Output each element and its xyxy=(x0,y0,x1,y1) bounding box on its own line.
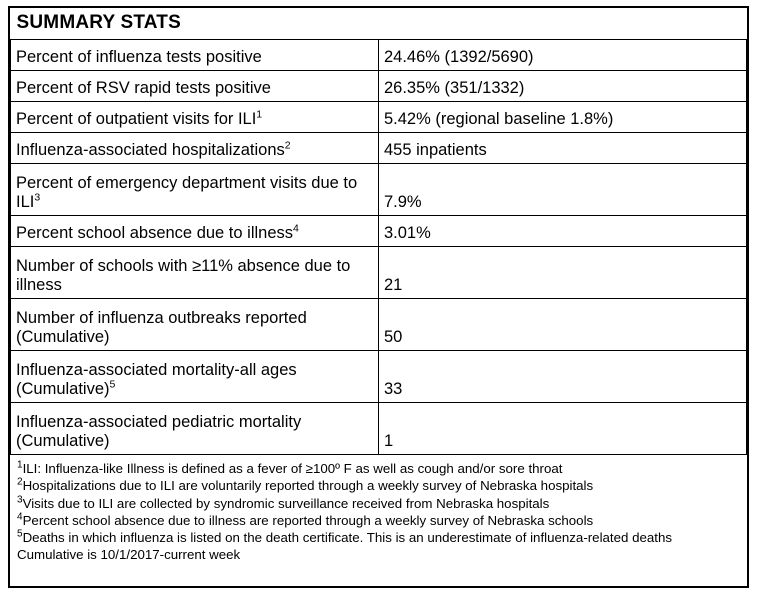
row-value: 24.46% (1392/5690) xyxy=(379,40,747,71)
row-value: 455 inpatients xyxy=(379,133,747,164)
footnote-text: Percent school absence due to illness are reported through a weekly survey of Nebraska schools xyxy=(22,512,594,528)
summary-stats-table xyxy=(10,8,747,455)
row-value: 33 xyxy=(379,351,747,403)
footnote-marker: 3 xyxy=(17,494,23,506)
footnote-text: Visits due to ILI are collected by syndromic surveillance received from Nebraska hospitals xyxy=(22,495,550,511)
row-label xyxy=(11,40,379,71)
row-label xyxy=(11,216,379,247)
summary-stats-panel xyxy=(8,6,749,588)
row-value: 7.9% xyxy=(379,164,747,216)
row-label-text: Influenza-associated mortality-all ages (Cumulative) xyxy=(16,360,297,398)
row-label xyxy=(11,351,379,403)
footnote-text: Cumulative is 10/1/2017-current week xyxy=(17,547,241,563)
row-value: 1 xyxy=(379,403,747,455)
row-value: 21 xyxy=(379,247,747,299)
table-row xyxy=(11,299,747,351)
table-row xyxy=(11,164,747,216)
row-label xyxy=(11,299,379,351)
row-label-text: Influenza-associated pediatric mortality (Cumulative) xyxy=(16,412,302,450)
row-label-text: Number of influenza outbreaks reported (Cumulative) xyxy=(16,308,307,346)
row-label xyxy=(11,247,379,299)
footnote-ref: 5 xyxy=(109,378,116,391)
row-value: 26.35% (351/1332) xyxy=(379,71,747,102)
footnote-ref: 4 xyxy=(293,222,299,235)
footnote-text: Hospitalizations due to ILI are voluntarily reported through a weekly survey of Nebraska hospitals xyxy=(22,478,594,494)
row-label xyxy=(11,403,379,455)
row-label-text: Percent school absence due to illness xyxy=(16,223,294,242)
footnote-marker: 2 xyxy=(17,476,23,488)
footnote-text: ILI: Influenza-like Illness is defined as a fever of ≥100º F as well as cough and/or sore throat xyxy=(22,461,563,477)
footnote-item xyxy=(17,529,740,546)
footnote-marker: 5 xyxy=(17,528,23,540)
footnote-marker: 4 xyxy=(17,511,23,523)
table-row xyxy=(11,247,747,299)
row-label-text: Influenza-associated hospitalizations xyxy=(16,140,285,159)
table-body xyxy=(11,8,747,455)
row-label-text: Percent of influenza tests positive xyxy=(16,47,262,66)
footnotes-section xyxy=(10,455,747,568)
row-label xyxy=(11,133,379,164)
row-label xyxy=(11,71,379,102)
page-title: SUMMARY STATS xyxy=(11,8,747,40)
table-row xyxy=(11,40,747,71)
table-row xyxy=(11,133,747,164)
row-label-text: Percent of outpatient visits for ILI xyxy=(16,109,257,128)
footnote-ref: 3 xyxy=(34,191,41,204)
footnote-ref: 1 xyxy=(256,108,263,121)
row-value: 50 xyxy=(379,299,747,351)
table-row xyxy=(11,351,747,403)
row-label-text: Percent of emergency department visits due to ILI xyxy=(16,173,358,211)
row-value: 5.42% (regional baseline 1.8%) xyxy=(379,102,747,133)
footnote-ref: 2 xyxy=(284,139,291,152)
footnote-item xyxy=(17,546,740,563)
table-title-row xyxy=(11,8,747,40)
footnote-item xyxy=(17,477,740,494)
table-row xyxy=(11,71,747,102)
table-row xyxy=(11,102,747,133)
row-label-text: Percent of RSV rapid tests positive xyxy=(16,78,271,97)
row-label xyxy=(11,164,379,216)
footnote-text: Deaths in which influenza is listed on the death certificate. This is an underestimate of influenza-related deaths xyxy=(22,530,673,546)
footnote-item xyxy=(17,512,740,529)
footnote-item xyxy=(17,495,740,512)
row-label xyxy=(11,102,379,133)
footnote-item xyxy=(17,460,740,477)
row-label-text: Number of schools with ≥11% absence due to illness xyxy=(16,256,351,294)
row-value: 3.01% xyxy=(379,216,747,247)
table-row xyxy=(11,216,747,247)
footnote-marker: 1 xyxy=(17,459,23,471)
table-row xyxy=(11,403,747,455)
